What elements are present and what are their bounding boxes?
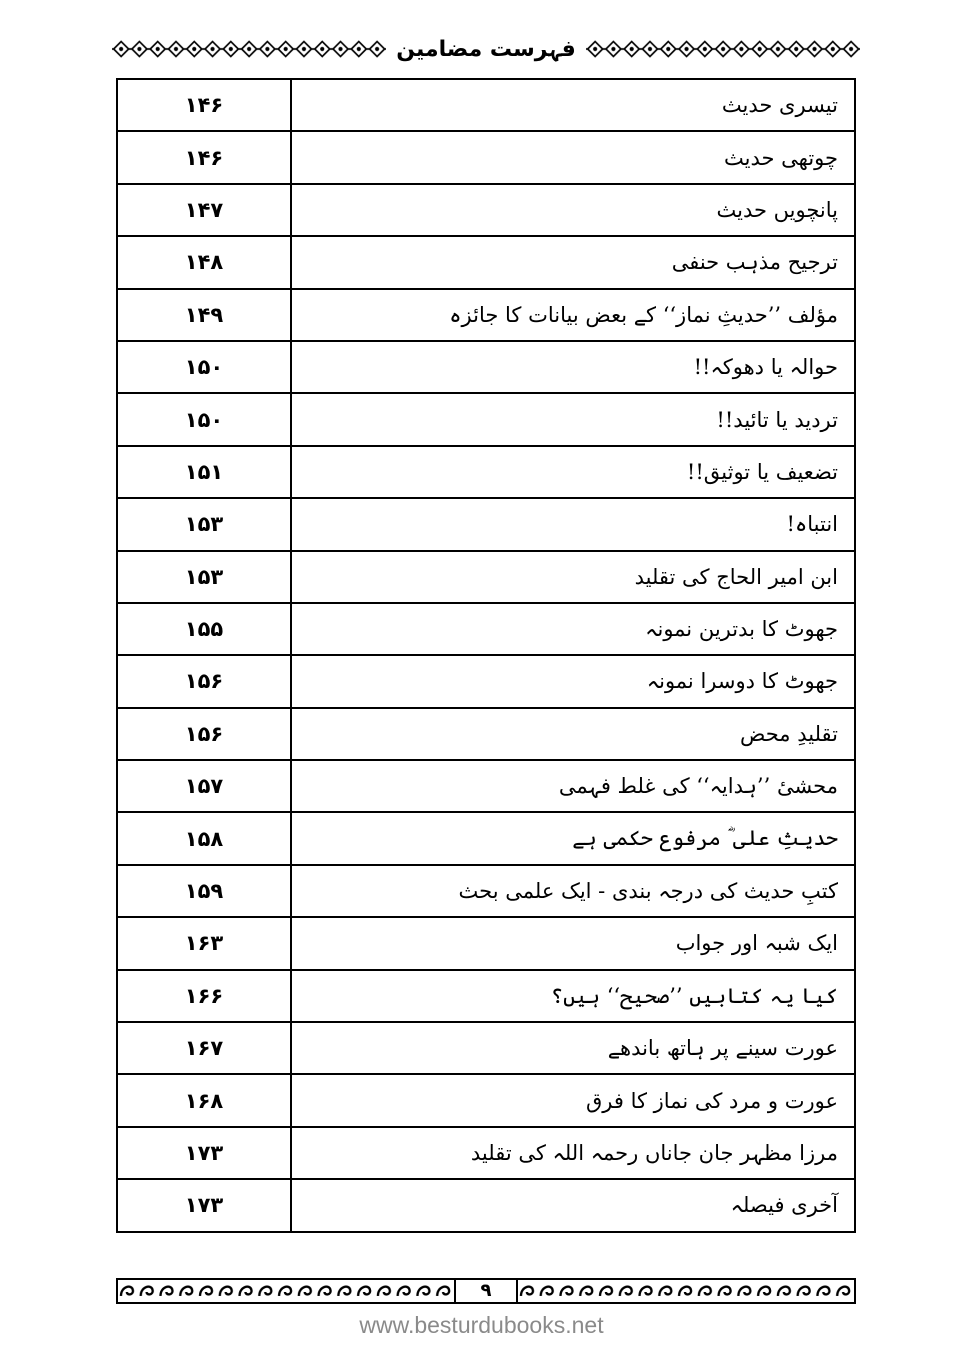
toc-page-number: ۱۶۸ — [117, 1074, 291, 1126]
toc-entry-title: آخری فیصلہ — [291, 1179, 855, 1231]
toc-entry-title: حوالہ یا دھوکہ!! — [291, 341, 855, 393]
toc-page-number: ۱۴۶ — [117, 131, 291, 183]
toc-page-number: ۱۵۰ — [117, 341, 291, 393]
toc-page-number: ۱۴۶ — [117, 79, 291, 131]
toc-entry-title: حدیثِ علی ؓ مرفوع حکمی ہے — [291, 812, 855, 864]
header-ornament-left — [112, 38, 386, 60]
toc-entry-title: تیسری حدیث — [291, 79, 855, 131]
toc-page-number: ۱۷۳ — [117, 1127, 291, 1179]
toc-page-number: ۱۵۹ — [117, 865, 291, 917]
toc-entry-title: چوتھی حدیث — [291, 131, 855, 183]
toc-page-number: ۱۵۶ — [117, 655, 291, 707]
toc-row — [117, 446, 855, 498]
toc-entry-title: مرزا مظہر جان جاناں رحمہ اللہ کی تقلید — [291, 1127, 855, 1179]
toc-entry-title: ترجیح مذہب حنفی — [291, 236, 855, 288]
page-footer — [116, 1278, 856, 1304]
toc-row — [117, 603, 855, 655]
toc-entry-title: محشیٔ ’’ہدایہ‘‘ کی غلط فہمی — [291, 760, 855, 812]
toc-page-number: ۱۷۳ — [117, 1179, 291, 1231]
toc-page-number: ۱۶۳ — [117, 917, 291, 969]
toc-row — [117, 79, 855, 131]
toc-entry-title: مؤلف ’’حدیثِ نماز‘‘ کے بعض بیانات کا جائزہ — [291, 289, 855, 341]
toc-entry-title: پانچویں حدیث — [291, 184, 855, 236]
toc-page-number: ۱۵۶ — [117, 708, 291, 760]
toc-row — [117, 1074, 855, 1126]
toc-entry-title: تقلیدِ محض — [291, 708, 855, 760]
toc-row — [117, 393, 855, 445]
toc-page-number: ۱۴۸ — [117, 236, 291, 288]
footer-ornament-left — [118, 1280, 454, 1302]
toc-entry-title: انتباہ! — [291, 498, 855, 550]
toc-row — [117, 1179, 855, 1231]
toc-entry-title: ایک شبہ اور جواب — [291, 917, 855, 969]
toc-row — [117, 708, 855, 760]
page-number: ۹ — [454, 1280, 518, 1302]
toc-row — [117, 289, 855, 341]
toc-page-number: ۱۵۰ — [117, 393, 291, 445]
toc-page-number: ۱۶۶ — [117, 970, 291, 1022]
toc-row — [117, 184, 855, 236]
toc-entry-title: کتبِ حدیث کی درجہ بندی - ایک علمی بحث — [291, 865, 855, 917]
toc-entry-title: ابن امیر الحاج کی تقلید — [291, 551, 855, 603]
toc-entry-title: تضعیف یا توثیق!! — [291, 446, 855, 498]
toc-entry-title: جھوٹ کا بدترین نمونہ — [291, 603, 855, 655]
toc-row — [117, 655, 855, 707]
footer-ornament-right — [518, 1280, 854, 1302]
toc-row — [117, 1022, 855, 1074]
contents-table — [116, 78, 856, 1233]
toc-row — [117, 812, 855, 864]
toc-entry-title: جھوٹ کا دوسرا نمونہ — [291, 655, 855, 707]
toc-row — [117, 498, 855, 550]
toc-row — [117, 131, 855, 183]
toc-page-number: ۱۵۸ — [117, 812, 291, 864]
toc-page-number: ۱۶۷ — [117, 1022, 291, 1074]
toc-entry-title: تردید یا تائید!! — [291, 393, 855, 445]
page-title: فہرست مضامین — [396, 36, 576, 62]
website-watermark: www.besturdubooks.net — [359, 1312, 604, 1338]
toc-page-number: ۱۴۹ — [117, 289, 291, 341]
toc-page-number: ۱۵۳ — [117, 498, 291, 550]
toc-page-number: ۱۵۳ — [117, 551, 291, 603]
toc-row — [117, 551, 855, 603]
toc-page-number: ۱۵۷ — [117, 760, 291, 812]
toc-row — [117, 760, 855, 812]
toc-page-number: ۱۵۵ — [117, 603, 291, 655]
page-header — [112, 34, 860, 64]
toc-row — [117, 1127, 855, 1179]
toc-entry-title: عورت سینے پر ہاتھ باندھے — [291, 1022, 855, 1074]
toc-entry-title: عورت و مرد کی نماز کا فرق — [291, 1074, 855, 1126]
toc-entry-title: کیا یہ کتابیں ’’صحیح‘‘ ہیں؟ — [291, 970, 855, 1022]
toc-row — [117, 917, 855, 969]
toc-row — [117, 341, 855, 393]
toc-row — [117, 236, 855, 288]
header-ornament-right — [586, 38, 860, 60]
toc-row — [117, 970, 855, 1022]
toc-page-number: ۱۴۷ — [117, 184, 291, 236]
toc-page-number: ۱۵۱ — [117, 446, 291, 498]
toc-row — [117, 865, 855, 917]
